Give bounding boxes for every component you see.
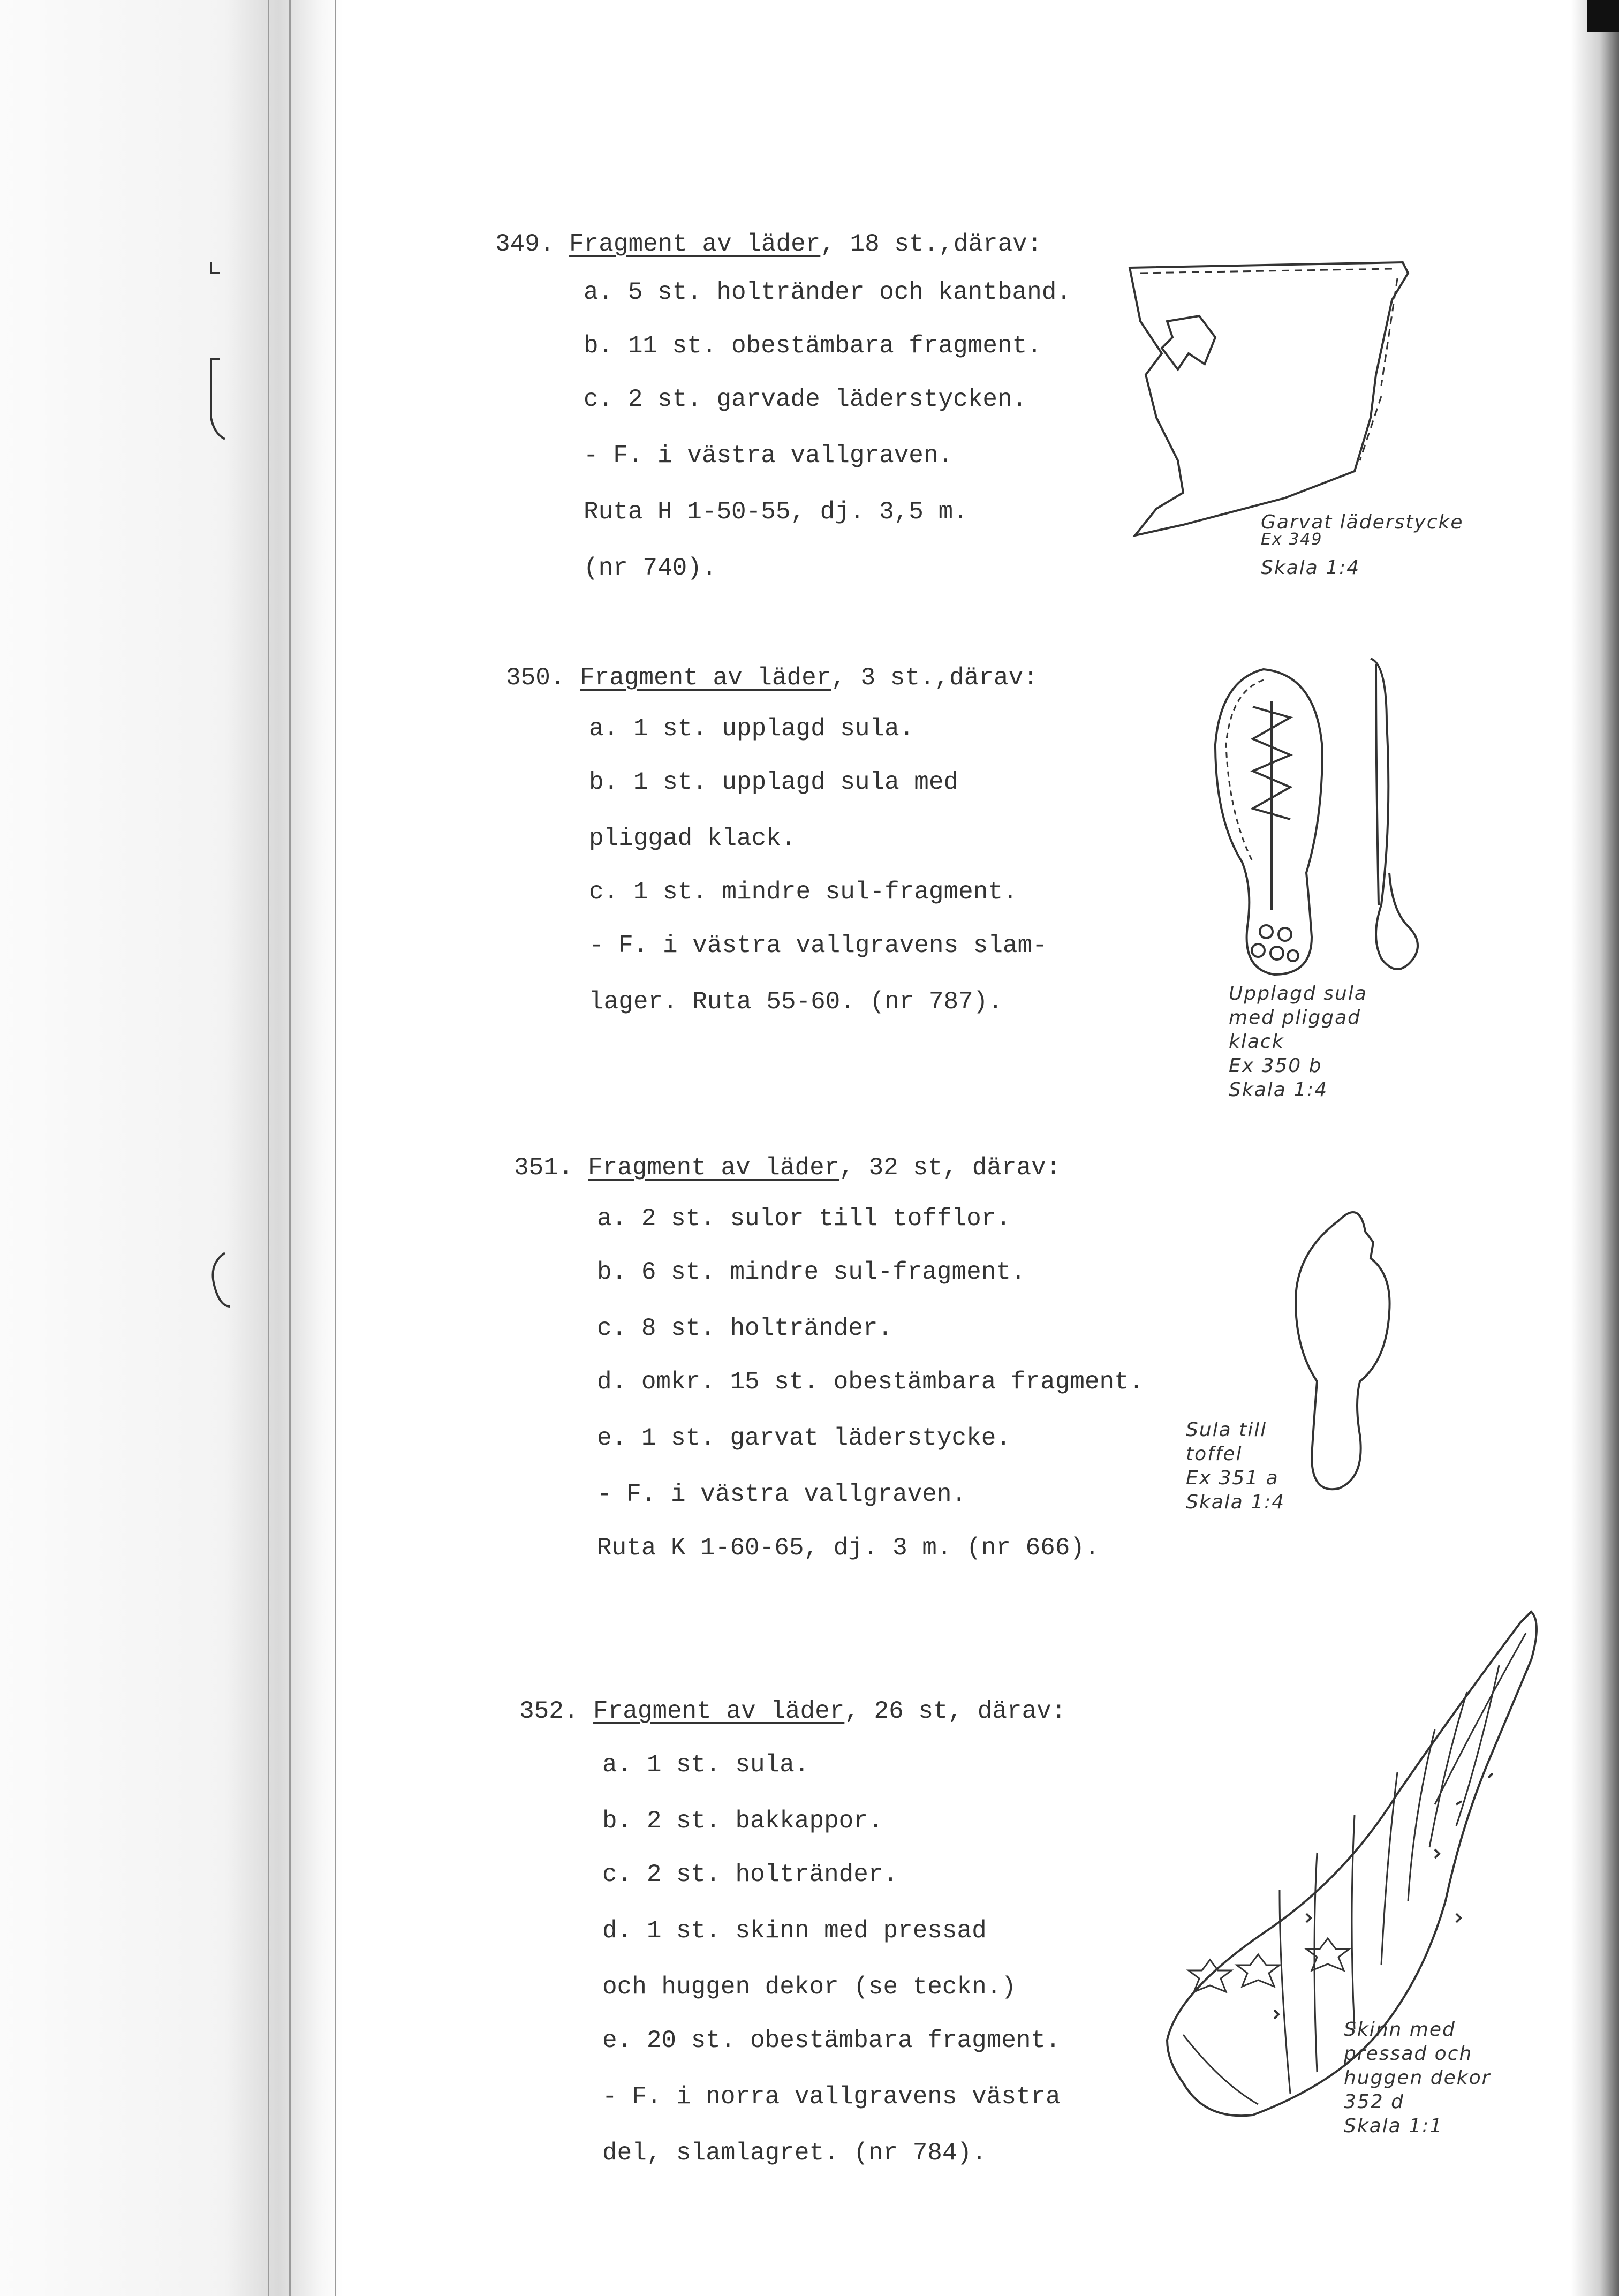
slipper-sole-drawing xyxy=(1285,1199,1413,1499)
entry-line: a. 1 st. upplagd sula. xyxy=(589,715,914,743)
entry-line: b. 2 st. bakkappor. xyxy=(602,1807,883,1835)
entry-line: Ruta K 1-60-65, dj. 3 m. (nr 666). xyxy=(597,1534,1100,1562)
page-edge-line xyxy=(268,0,269,2296)
entry-title: Fragment av läder xyxy=(593,1697,845,1725)
entry-line: - F. i norra vallgravens västra xyxy=(602,2083,1061,2111)
caption-line: Garvat läderstycke xyxy=(1261,511,1464,533)
entry-number: 349. xyxy=(495,230,555,258)
caption-line: 352 d xyxy=(1344,2091,1405,2113)
entry-line: pliggad klack. xyxy=(589,825,796,852)
entry-line: Ruta H 1-50-55, dj. 3,5 m. xyxy=(584,498,968,526)
entry-count: , 3 st.,därav: xyxy=(831,664,1038,692)
book-page-edges xyxy=(0,0,343,2296)
page-edge-line xyxy=(289,0,291,2296)
entry-count: , 18 st.,därav: xyxy=(820,230,1042,258)
caption-line: Skala 1:4 xyxy=(1261,557,1360,579)
caption-line: Skinn med xyxy=(1344,2019,1456,2041)
entry-line: e. 1 st. garvat läderstycke. xyxy=(597,1424,1011,1452)
caption-line: Skala 1:1 xyxy=(1344,2115,1443,2137)
entry-number: 351. xyxy=(514,1154,573,1182)
entry-line: och huggen dekor (se teckn.) xyxy=(602,1973,1016,2001)
entry-line: b. 6 st. mindre sul-fragment. xyxy=(597,1258,1026,1286)
entry-line: e. 20 st. obestämbara fragment. xyxy=(602,2027,1061,2055)
caption-line: huggen dekor xyxy=(1344,2067,1491,2089)
entry-count: , 26 st, därav: xyxy=(844,1697,1066,1725)
entry-line: - F. i västra vallgraven. xyxy=(584,442,954,470)
binding-mark xyxy=(203,257,236,471)
entry-line: - F. i västra vallgravens slam- xyxy=(589,932,1047,960)
caption-line: toffel xyxy=(1186,1443,1243,1465)
entry-title: Fragment av läder xyxy=(569,230,821,258)
page-edge-line xyxy=(335,0,336,2296)
entry-line: c. 8 st. holtränder. xyxy=(597,1315,893,1342)
caption-line: med pliggad xyxy=(1229,1007,1361,1029)
entry-line: - F. i västra vallgraven. xyxy=(597,1481,967,1508)
entry-line: d. omkr. 15 st. obestämbara fragment. xyxy=(597,1368,1144,1396)
entry-line: lager. Ruta 55-60. (nr 787). xyxy=(589,988,1003,1016)
entry-line: a. 2 st. sulor till tofflor. xyxy=(597,1205,1011,1233)
corner-shadow xyxy=(1587,0,1619,32)
entry-line: c. 2 st. garvade läderstycken. xyxy=(584,386,1027,413)
entry-line: b. 11 st. obestämbara fragment. xyxy=(584,332,1042,360)
sole-drawing xyxy=(1205,659,1440,980)
entry-line: a. 1 st. sula. xyxy=(602,1751,810,1779)
tanned-leather-drawing xyxy=(1124,257,1424,546)
entry-number: 350. xyxy=(506,664,565,692)
caption-line: Upplagd sula xyxy=(1229,983,1367,1004)
caption-line: Ex 349 xyxy=(1261,530,1323,549)
caption-line: Ex 350 b xyxy=(1229,1055,1322,1077)
entry-title: Fragment av läder xyxy=(588,1154,839,1182)
right-page-edge xyxy=(1571,0,1619,2296)
entry-title: Fragment av läder xyxy=(580,664,831,692)
caption-line: Skala 1:4 xyxy=(1229,1079,1328,1101)
entry-line: c. 1 st. mindre sul-fragment. xyxy=(589,878,1018,906)
caption-line: Ex 351 a xyxy=(1186,1467,1279,1489)
entry-count: , 32 st, därav: xyxy=(839,1154,1061,1182)
caption-line: Skala 1:4 xyxy=(1186,1491,1285,1513)
entry-line: c. 2 st. holtränder. xyxy=(602,1861,898,1889)
entry-line: b. 1 st. upplagd sula med xyxy=(589,768,959,796)
entry-line: a. 5 st. holtränder och kantband. xyxy=(584,278,1071,306)
caption-line: pressad och xyxy=(1344,2043,1473,2065)
entry-line: (nr 740). xyxy=(584,554,717,582)
entry-number: 352. xyxy=(519,1697,579,1725)
entry-line: del, slamlagret. (nr 784). xyxy=(602,2139,987,2167)
caption-line: Sula till xyxy=(1186,1419,1267,1441)
caption-line: klack xyxy=(1229,1031,1284,1053)
entry-line: d. 1 st. skinn med pressad xyxy=(602,1917,987,1945)
